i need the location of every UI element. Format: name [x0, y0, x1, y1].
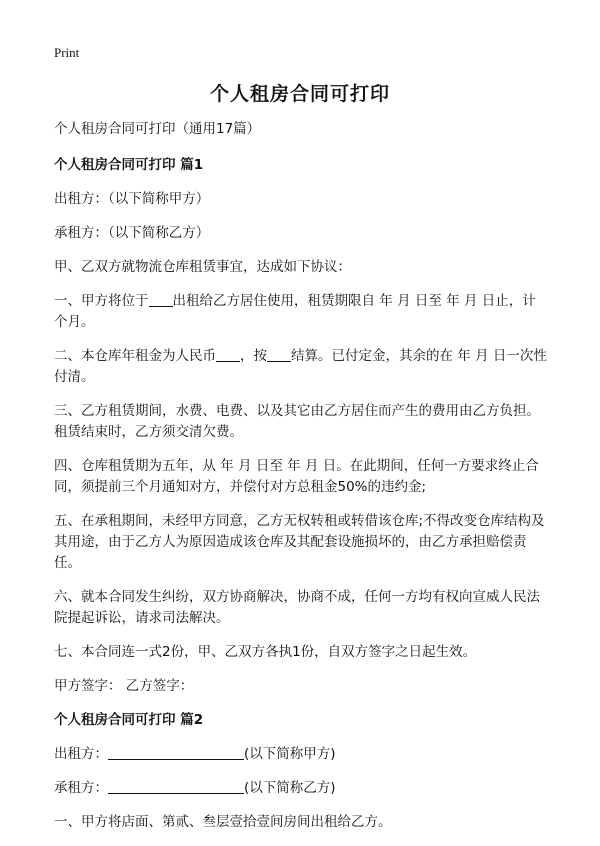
section-1-heading: 个人租房合同可打印 篇1 [54, 157, 204, 173]
clause-3: 三、乙方租赁期间，水费、电费、以及其它由乙方居住而产生的费用由乙方负担。租赁结束时，乙方须交清欠费。 [54, 403, 540, 440]
fill-blank [216, 347, 240, 362]
signature-line: 甲方签字： 乙方签字： [54, 678, 194, 694]
clause-1 [54, 291, 550, 333]
print-label: Print [54, 45, 80, 60]
clause-2 [54, 346, 550, 388]
clause-2-text-c: 结算。已付定金，其余的在 年 月 日一次性付清。 [54, 348, 547, 385]
clause-6: 六、就本合同发生纠纷，双方协商解决，协商不成，任何一方均有权向宣威人民法院提起诉讼，请求司法解决。 [54, 589, 540, 626]
lessee-line: 承租方：（以下简称乙方） [54, 225, 210, 241]
clause-4: 四、仓库租赁期为五年，从 年 月 日至 年 月 日。在此期间，任何一方要求终止合同，须提前三个月通知对方，并偿付对方总租金50%的违约金; [54, 458, 539, 495]
fill-blank [149, 292, 173, 307]
clause-2-text-a: 二、本仓库年租金为人民币 [54, 348, 216, 364]
section-2-clause-1: 一、甲方将店面、第贰、叁层壹拾壹间房间出租给乙方。 [54, 814, 392, 830]
lessee-line-2 [54, 778, 550, 799]
fill-blank [108, 779, 244, 794]
clause-5: 五、在承租期间，未经甲方同意，乙方无权转租或转借该仓库;不得改变仓库结构及其用途，由于乙方人为原因造成该仓库及其配套设施损坏的，由乙方承担赔偿责任。 [54, 513, 545, 571]
lessor-suffix: (以下简称甲方) [244, 746, 336, 762]
clause-1-text-b: 出租给乙方居住使用，租赁期限自 年 月 日至 年 月 日止，计 个月。 [54, 293, 536, 330]
agreement-intro: 甲、乙双方就物流仓库租赁事宜，达成如下协议： [54, 259, 351, 275]
lessor-line-2 [54, 744, 550, 765]
clause-2-text-b: ，按 [240, 348, 267, 364]
document-title: 个人租房合同可打印 [209, 83, 390, 105]
lessor-line: 出租方：（以下简称甲方） [54, 191, 210, 207]
lessee-label: 承租方： [54, 780, 108, 796]
fill-blank [267, 347, 291, 362]
document-body [54, 119, 550, 846]
lessor-label: 出租方： [54, 746, 108, 762]
document-subtitle: 个人租房合同可打印（通用17篇） [54, 121, 261, 137]
section-2-heading: 个人租房合同可打印 篇2 [54, 712, 204, 728]
fill-blank [108, 745, 244, 760]
clause-7: 七、本合同连一式2份，甲、乙双方各执1份，自双方签字之日起生效。 [54, 644, 477, 660]
clause-1-text-a: 一、甲方将位于 [54, 293, 149, 309]
lessee-suffix: (以下简称乙方) [244, 780, 336, 796]
